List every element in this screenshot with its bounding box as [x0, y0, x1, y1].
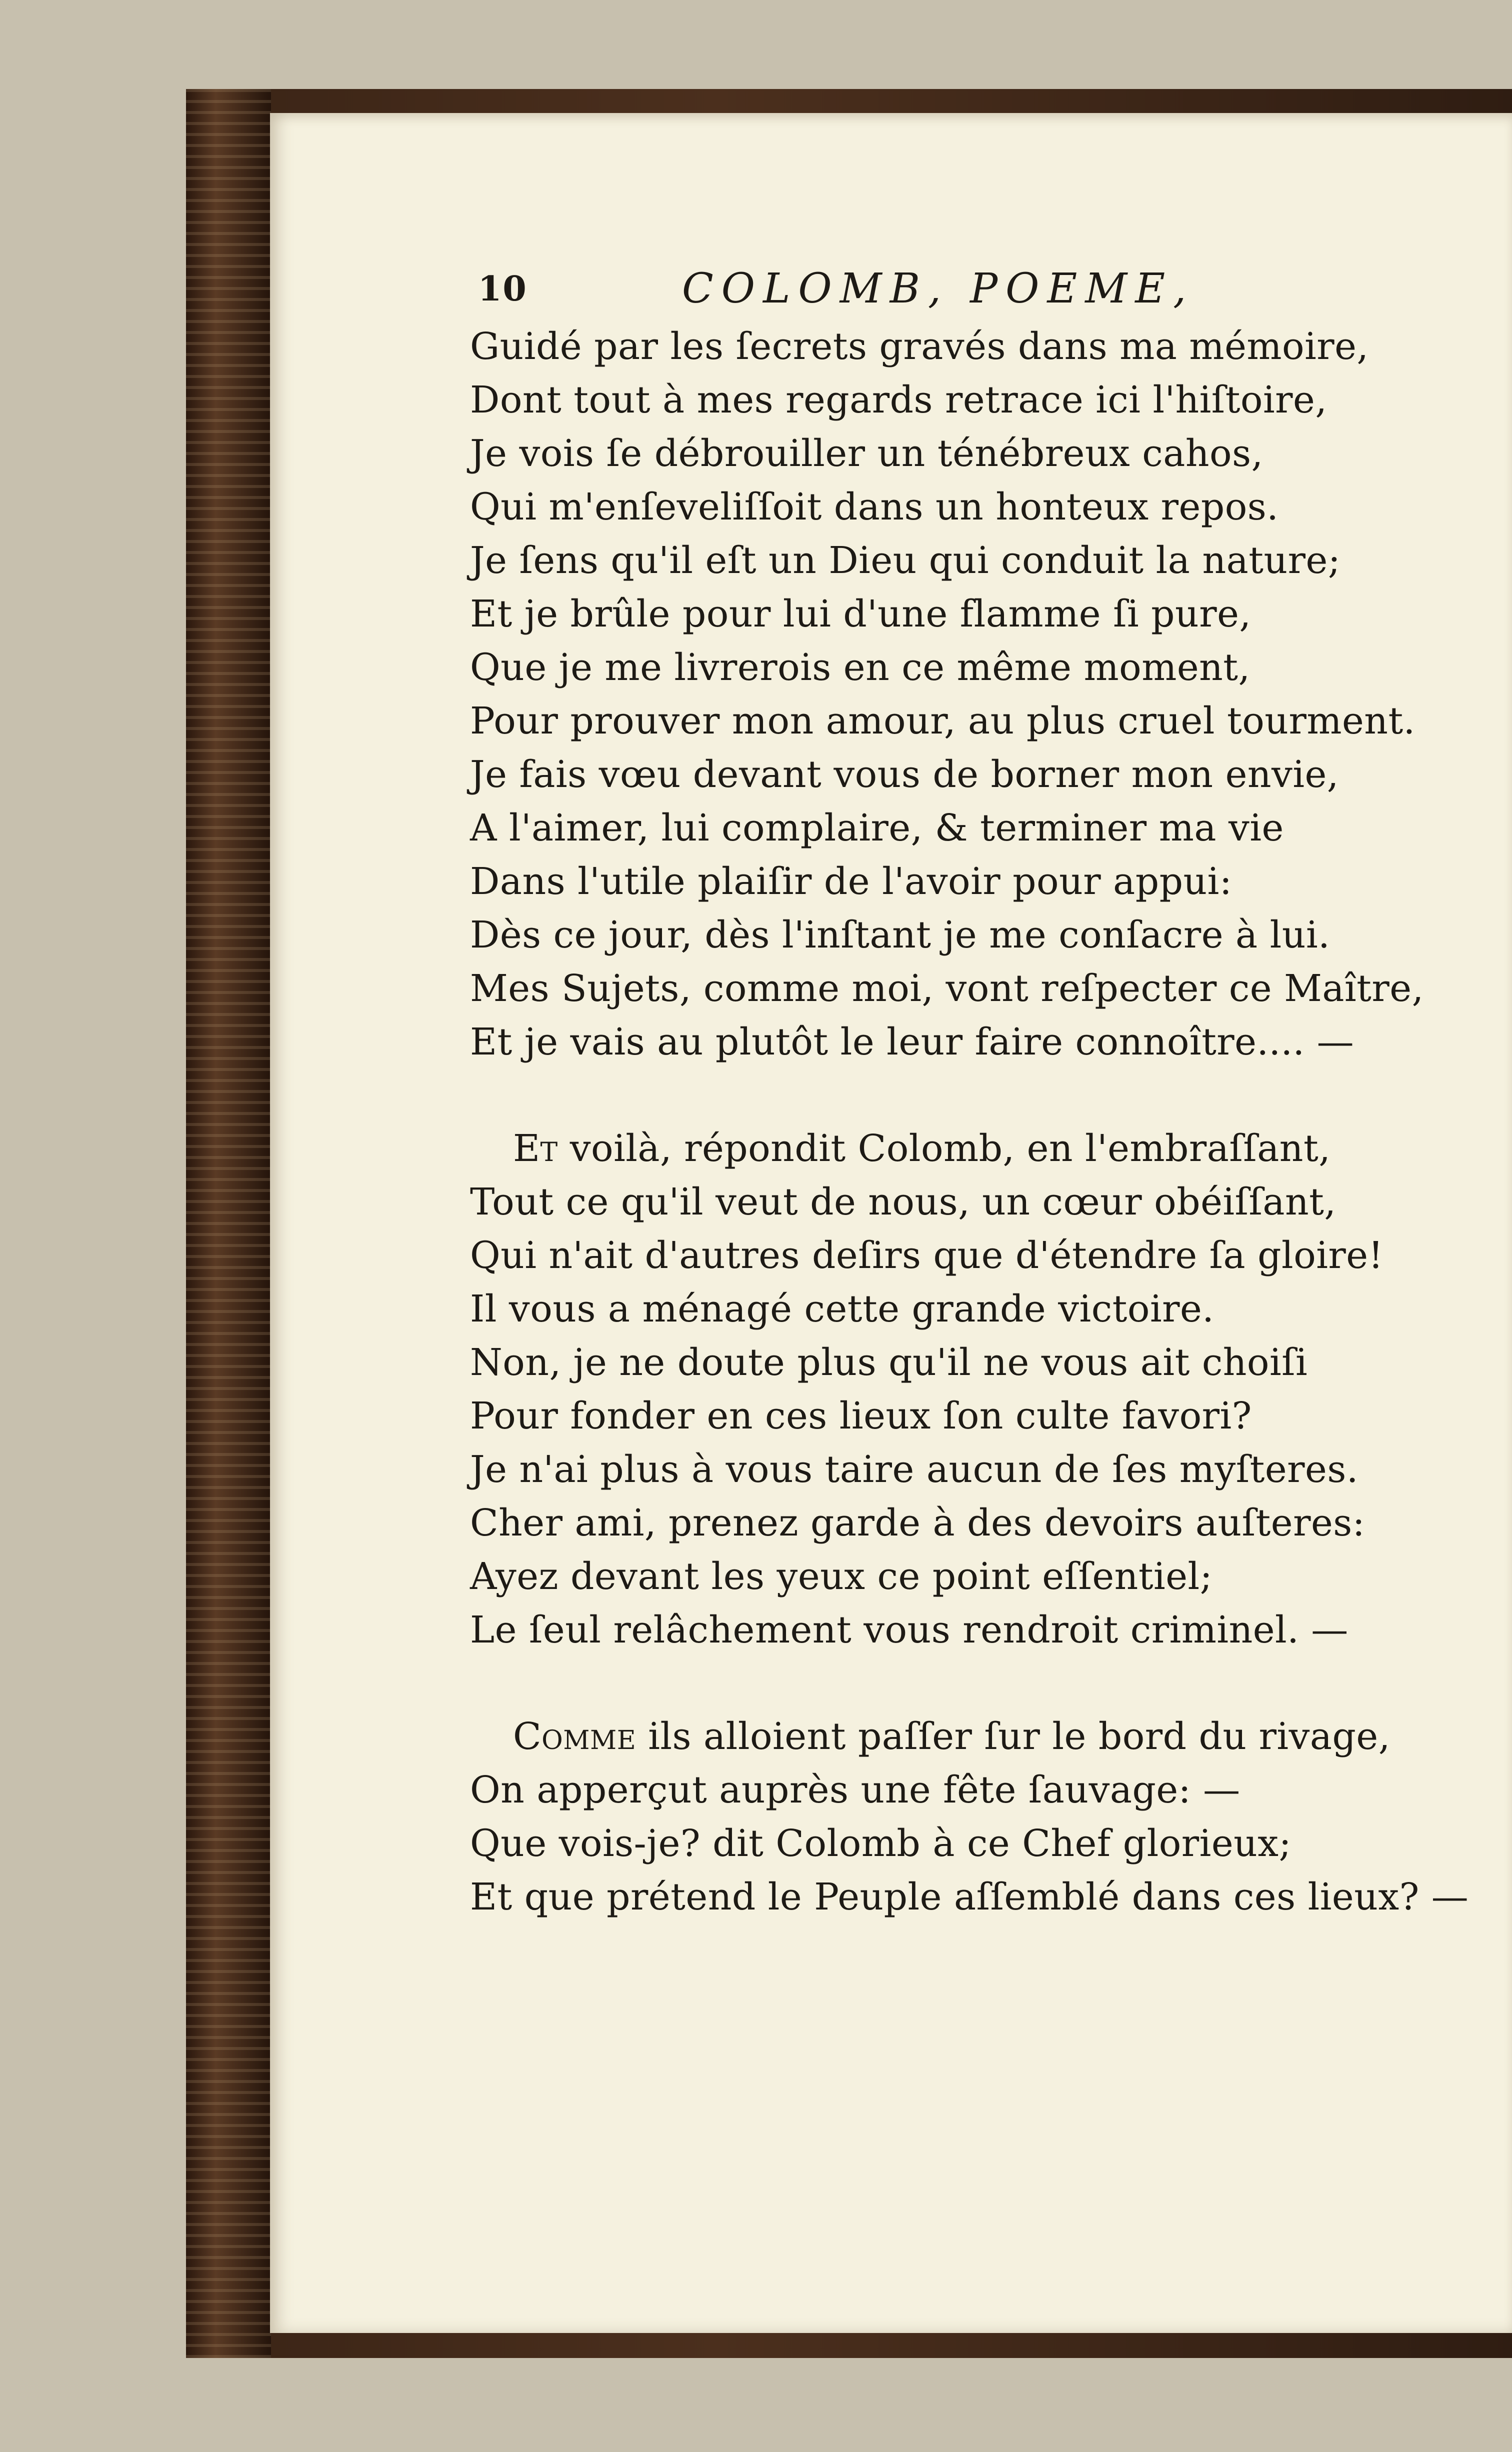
verse-line: Mes Sujets, comme moi, vont reſpecter ce Maître, — [470, 967, 1424, 1010]
verse-line: Et je brûle pour lui d'une flamme ſi pure, — [470, 592, 1252, 636]
verse-line: Qui n'ait d'autres deſirs que d'étendre ſa gloire! — [470, 1234, 1384, 1277]
page-header: COLOMB, POEME, — [682, 265, 1194, 312]
verse-line: Dans l'utile plaiſir de l'avoir pour appui: — [470, 860, 1232, 903]
verse-line: Le ſeul relâchement vous rendroit criminel. — — [470, 1608, 1348, 1652]
verse-line: Je n'ai plus à vous taire aucun de ſes myſteres. — [470, 1448, 1358, 1491]
verse-line: Que vois-je? dit Colomb à ce Chef glorieux; — [470, 1822, 1292, 1865]
verse-line: Je fais vœu devant vous de borner mon envie, — [470, 753, 1339, 796]
stanza-2 — [470, 1122, 1410, 1657]
book-spine-edge — [186, 89, 271, 2358]
stanza-3 — [470, 1710, 1469, 1924]
verse-line: Que je me livrerois en ce même moment, — [470, 646, 1250, 689]
lead-word: Et — [513, 1127, 558, 1170]
verse-line: Et que prétend le Peuple aſſemblé dans ces lieux? — — [470, 1876, 1469, 1918]
poem-text-block — [470, 255, 1469, 1924]
verse-line: Ayez devant les yeux ce point eſſentiel; — [470, 1555, 1213, 1598]
verse-line: Dès ce jour, dès l'inſtant je me conſacre à lui. — [470, 914, 1330, 956]
verse-line: Cher ami, prenez garde à des devoirs auſteres: — [470, 1502, 1366, 1544]
verse-line: Guidé par les ſecrets gravés dans ma mémoire, — [470, 325, 1369, 368]
verse-line: On apperçut auprès une fête ſauvage: — — [470, 1768, 1240, 1812]
verse-line: Qui m'enſeveliſſoit dans un honteux repos. — [470, 486, 1279, 528]
verse-line: Il vous a ménagé cette grande victoire. — [470, 1288, 1214, 1330]
verse-line: Je vois ſe débrouiller un ténébreux cahos, — [470, 432, 1264, 475]
verse-line: Pour fonder en ces lieux ſon culte favori? — [470, 1394, 1252, 1438]
verse-line: Et je vais au plutôt le leur faire connoître.... — — [470, 1020, 1354, 1064]
verse-line-lead — [470, 1710, 1410, 1764]
verse-line: Pour prouver mon amour, au plus cruel tourment. — [470, 700, 1416, 742]
running-head — [470, 255, 1410, 320]
verse-line: Non, je ne doute plus qu'il ne vous ait choiſi — [470, 1341, 1308, 1384]
lead-rest: ils alloient paſſer ſur le bord du rivage, — [636, 1715, 1390, 1758]
verse-line: Dont tout à mes regards retrace ici l'hiſtoire, — [470, 378, 1328, 422]
lead-word: Comme — [513, 1715, 636, 1758]
stanza-1 — [470, 320, 1424, 1069]
verse-line-lead — [470, 1122, 1410, 1176]
lead-rest: voilà, répondit Colomb, en l'embraſſant, — [558, 1127, 1331, 1170]
verse-line: A l'aimer, lui complaire, & terminer ma vie — [470, 806, 1284, 850]
verse-line: Tout ce qu'il veut de nous, un cœur obéiſſant, — [470, 1180, 1336, 1224]
page-number: 10 — [478, 269, 528, 309]
verse-line: Je ſens qu'il eſt un Dieu qui conduit la nature; — [470, 539, 1341, 582]
